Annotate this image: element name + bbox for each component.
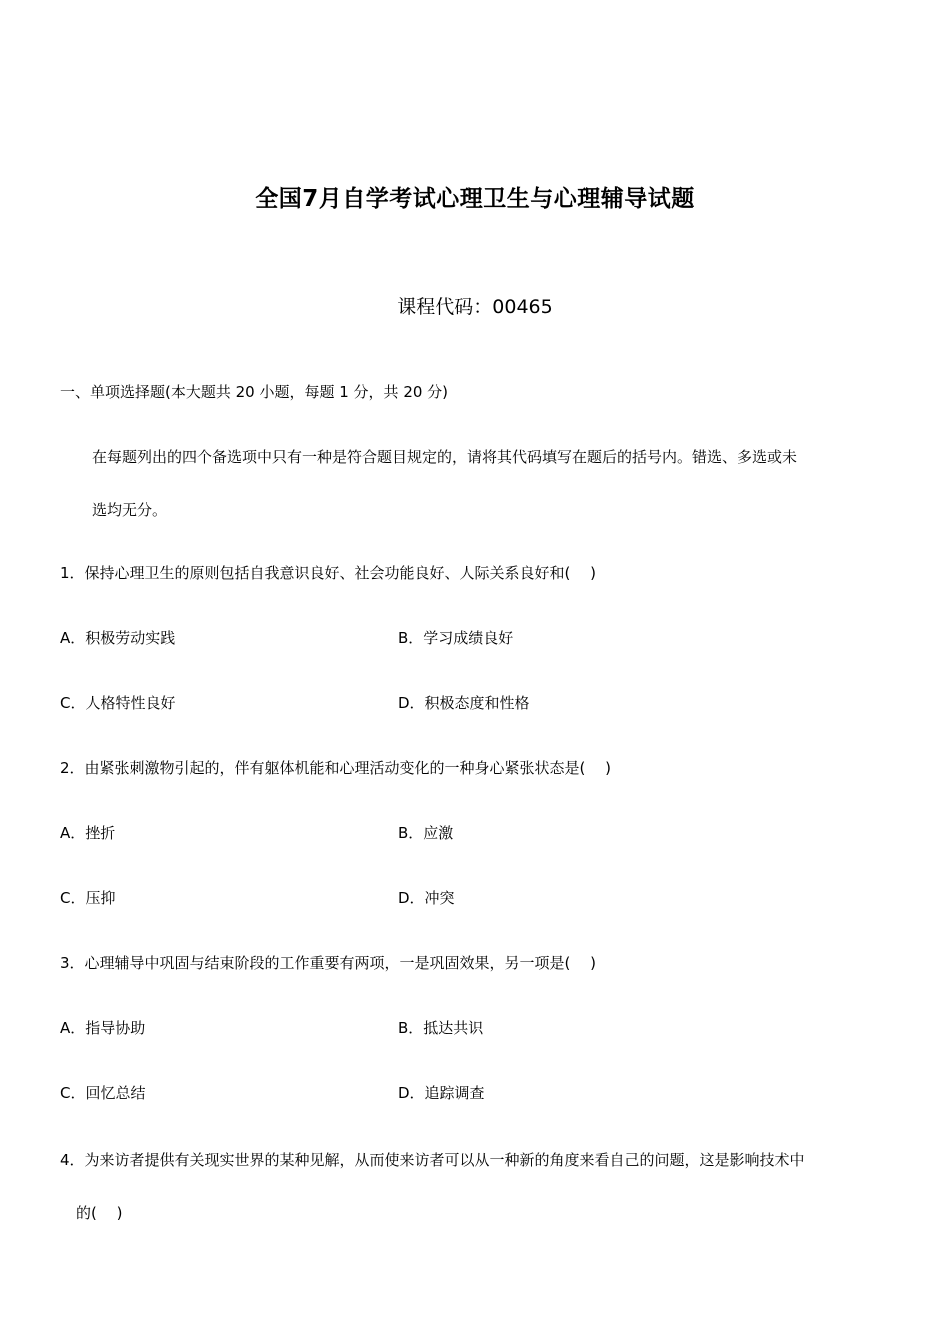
question-3-option-a: A．指导协助 xyxy=(60,1019,146,1037)
course-code: 课程代码：00465 xyxy=(397,296,553,318)
question-2-option-c: C．压抑 xyxy=(60,889,116,907)
question-4-stem: 4．为来访者提供有关现实世界的某种见解，从而使来访者可以从一种新的角度来看自己的问题，这是影响技术中 xyxy=(60,1151,805,1169)
question-4-stem-continued: 的( ) xyxy=(76,1204,123,1222)
question-2-option-a: A．挫折 xyxy=(60,824,116,842)
question-2-stem: 2．由紧张刺激物引起的，伴有躯体机能和心理活动变化的一种身心紧张状态是( ) xyxy=(60,759,612,777)
section-instruction-line1: 在每题列出的四个备选项中只有一种是符合题目规定的，请将其代码填写在题后的括号内。错选、多选或未 xyxy=(92,448,798,466)
question-1-option-d: D．积极态度和性格 xyxy=(398,694,530,712)
question-1-stem: 1．保持心理卫生的原则包括自我意识良好、社会功能良好、人际关系良好和( ) xyxy=(60,564,597,582)
question-1-option-a: A．积极劳动实践 xyxy=(60,629,176,647)
question-3-option-d: D．追踪调查 xyxy=(398,1084,485,1102)
question-1-option-b: B．学习成绩良好 xyxy=(398,629,514,647)
section-instruction-line2: 选均无分。 xyxy=(92,501,168,519)
exam-title: 全国7月自学考试心理卫生与心理辅导试题 xyxy=(255,186,695,212)
question-3-option-c: C．回忆总结 xyxy=(60,1084,146,1102)
question-3-stem: 3．心理辅导中巩固与结束阶段的工作重要有两项，一是巩固效果，另一项是( ) xyxy=(60,954,597,972)
question-1-option-c: C．人格特性良好 xyxy=(60,694,176,712)
question-2-option-d: D．冲突 xyxy=(398,889,455,907)
question-3-option-b: B．抵达共识 xyxy=(398,1019,484,1037)
section-heading: 一、单项选择题(本大题共 20 小题，每题 1 分，共 20 分) xyxy=(60,383,449,401)
question-2-option-b: B．应激 xyxy=(398,824,454,842)
